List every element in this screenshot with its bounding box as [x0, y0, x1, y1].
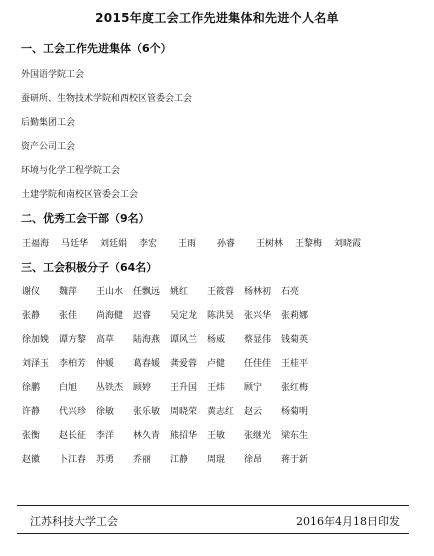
cadre-name: 刘晓霞 [334, 239, 362, 249]
section-heading-collectives: 一、工会工作先进集体（6个） [21, 42, 172, 55]
cadre-name: 王福海 [22, 239, 50, 249]
activist-name: 代兴珍 [59, 407, 87, 417]
activist-name: 王筱蓉 [207, 287, 235, 297]
cadre-name: 王黎梅 [295, 239, 323, 249]
activist-name: 卜江春 [59, 455, 87, 465]
activist-name: 周琨 [207, 455, 226, 465]
activist-name: 张乐敏 [133, 407, 161, 417]
activist-name: 任飘远 [133, 287, 161, 297]
activist-name-row [22, 404, 318, 417]
activist-name: 刘泽玉 [22, 359, 50, 369]
activist-name: 徐加娩 [22, 335, 50, 345]
activist-name: 张兴华 [244, 311, 272, 321]
activist-name: 王炜 [207, 383, 226, 393]
activist-name: 魏萍 [59, 287, 78, 297]
activist-name: 仲媛 [96, 359, 115, 369]
activist-name: 黄志红 [207, 407, 235, 417]
cadre-name: 孙睿 [217, 239, 236, 249]
cadre-name: 李宏 [139, 239, 158, 249]
collective-item: 外国语学院工会 [21, 70, 85, 80]
activist-name: 蒋于新 [281, 455, 309, 465]
activist-name: 杨林初 [244, 287, 272, 297]
activist-name: 王桂平 [281, 359, 309, 369]
footer-organization: 江苏科技大学工会 [30, 515, 118, 528]
activist-name: 尚海健 [96, 311, 124, 321]
activist-name-row [22, 380, 318, 393]
activist-name: 高草 [96, 335, 115, 345]
activist-name-row [22, 308, 318, 321]
activist-name: 谢仪 [22, 287, 41, 297]
activist-name: 陈洪昊 [207, 311, 235, 321]
activist-name: 葛春媛 [133, 359, 161, 369]
activist-name: 谭方黎 [59, 335, 87, 345]
activist-name: 赵长征 [59, 431, 87, 441]
activist-name: 卢健 [207, 359, 226, 369]
activist-name: 林久青 [133, 431, 161, 441]
activist-name-row [22, 284, 318, 297]
footer-top-rule [17, 505, 409, 506]
footer-date: 2016年4月18日印发 [296, 515, 400, 528]
activist-name: 张衡 [22, 431, 41, 441]
activist-name: 迟睿 [133, 311, 152, 321]
activist-name: 张莉娜 [281, 311, 309, 321]
activist-name: 石亮 [281, 287, 300, 297]
section-heading-activists: 三、工会积极分子（64名） [21, 261, 158, 274]
activist-name: 王山水 [96, 287, 124, 297]
activist-name: 乔丽 [133, 455, 152, 465]
activist-name: 张佳 [59, 311, 78, 321]
cadre-name: 马廷华 [61, 239, 89, 249]
activist-name: 江静 [170, 455, 189, 465]
activist-name: 吴定龙 [170, 311, 198, 321]
activist-name: 杨威 [207, 335, 226, 345]
activist-name: 蔡显伟 [244, 335, 272, 345]
activist-name: 许静 [22, 407, 41, 417]
activist-name: 赵徽 [22, 455, 41, 465]
activist-name: 苏勇 [96, 455, 115, 465]
activist-name: 谭风兰 [170, 335, 198, 345]
activist-name: 熊招华 [170, 431, 198, 441]
collective-item: 后勤集团工会 [21, 118, 76, 128]
cadre-name: 刘廷娟 [100, 239, 128, 249]
activist-name: 杨菊明 [281, 407, 309, 417]
activist-name: 李洋 [96, 431, 115, 441]
activist-name-row [22, 452, 318, 465]
activist-name: 王升国 [170, 383, 198, 393]
activist-name: 徐敏 [96, 407, 115, 417]
section-heading-cadres: 二、优秀工会干部（9名） [21, 212, 150, 225]
activist-name: 徐昂 [244, 455, 263, 465]
activist-name: 姚红 [170, 287, 189, 297]
activist-name: 李柏芳 [59, 359, 87, 369]
activist-name-row [22, 356, 318, 369]
footer-bottom-rule [17, 533, 409, 534]
collective-item: 环境与化学工程学院工会 [21, 166, 121, 176]
activist-name: 张继光 [244, 431, 272, 441]
activist-name: 龚爱蓉 [170, 359, 198, 369]
activist-name: 陆海燕 [133, 335, 161, 345]
cadre-name: 王树林 [256, 239, 284, 249]
activist-name: 顾宁 [244, 383, 263, 393]
document-title: 2015年度工会工作先进集体和先进个人名单 [95, 11, 339, 25]
activist-name: 钱菊英 [281, 335, 309, 345]
cadre-name: 王雨 [178, 239, 197, 249]
cadre-name-row [22, 236, 373, 249]
activist-name: 丛铁杰 [96, 383, 124, 393]
collective-item: 蚕研所、生物技术学院和西校区管委会工会 [21, 94, 193, 104]
activist-name-row [22, 428, 318, 441]
collective-item: 资产公司工会 [21, 142, 76, 152]
activist-name-row [22, 332, 318, 345]
activist-name: 张红梅 [281, 383, 309, 393]
activist-name: 顾婷 [133, 383, 152, 393]
activist-name: 徐鹏 [22, 383, 41, 393]
activist-name: 周晓荣 [170, 407, 198, 417]
activist-name: 王敏 [207, 431, 226, 441]
activist-name: 任佳佳 [244, 359, 272, 369]
activist-name: 梁东生 [281, 431, 309, 441]
collective-item: 土建学院和南校区管委会工会 [21, 190, 139, 200]
activist-name: 张静 [22, 311, 41, 321]
activist-name: 白旭 [59, 383, 78, 393]
activist-name: 赵云 [244, 407, 263, 417]
